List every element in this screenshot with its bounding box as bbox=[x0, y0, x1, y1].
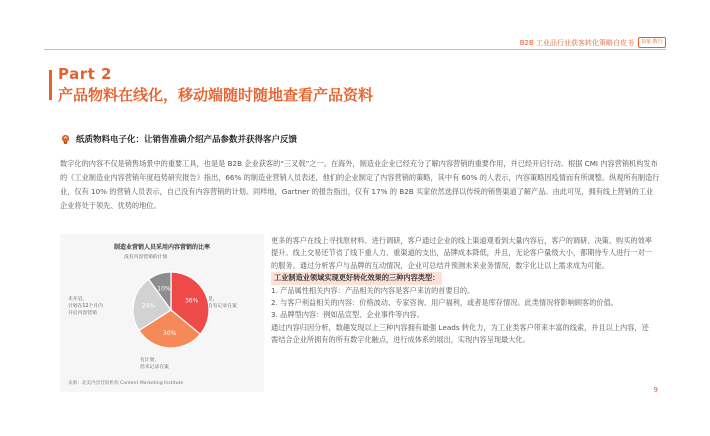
list-item-3: 3. 品牌型内容：例如品宣型、企业事件等内容。 bbox=[271, 310, 424, 320]
note-not-started bbox=[68, 296, 103, 317]
note-yes-line: 自有记录在案 bbox=[208, 304, 237, 309]
section-heading-text: 纸质物料电子化：让销售准确介绍产品参数并获得客户反馈 bbox=[76, 135, 298, 145]
note-planned-line: 但未记录在案 bbox=[140, 365, 169, 370]
right-paragraph-1: 更多的客户在线上寻找原材料、进行调研，客户通过企业的线上渠道观看到大量内容后，客户的调研、决策、购买的效率提升。线上交易还节省了线下重人力、重渠道的支出，品牌成本降低，并且，无论客户量级大小，都期待专人进行一对一的服务。通过分析客户与品牌的互动情况，企业可总结并预测未来业务情况，数字化让以上需求成为可能。 bbox=[271, 236, 652, 270]
slice-value-label: 24% bbox=[141, 302, 156, 310]
intro-paragraph: 数字化的内容不仅是销售场景中的重要工具，也是是 B2B 企业获客的“三叉戟”之一。在海外，制造业企业已经充分了解内容营销的重要作用，并已经开启行动。根据 CMI 内容营销机构发布的《工业制造业内容营销年度趋势研究报告》指出，66% 的制造业营销人员表述，他们的企业制定了内容营销的策略，其中有 60% 的人表示，内容策略因疫情而有所调整。纵观所有制造行业，仅有 10% 的营销人员表示，自己没有内容营销的计划。同样地，Gartner 的报告指出，仅有 17% 的 B2B 买家依然选择以传统的销售渠道了解产品。由此可见，拥有线上营销的工业企业将处于领先、优势的地位。 bbox=[60, 159, 660, 210]
right-paragraph-last: 通过内容归因分析，数趣发现以上三种内容拥有最强 Leads 转化力，为工业类客户带来丰富的线索，并且以上内容，还需结合企业所拥有的所有数字化触点，进行成体系的展出，实现内容呈现最大化。 bbox=[271, 322, 649, 345]
part-label: Part 2 bbox=[58, 65, 112, 83]
note-not-started-line: 计划在12个月内 bbox=[68, 304, 103, 309]
note-yes-line: 是， bbox=[208, 297, 218, 302]
slice-value-label: 36% bbox=[184, 297, 199, 305]
header-title: B2B 工业品行业获客转化策略白皮书 bbox=[519, 38, 634, 47]
chart-source: 来源：北美内容营销机构 Content Marketing Institute bbox=[68, 381, 184, 386]
list-item-1: 1. 产品属性相关内容：产品相关的内容是客户来访的首要目的。 bbox=[271, 285, 475, 295]
right-column bbox=[271, 235, 653, 347]
note-no-plan-line: 没有内容营销的计划 bbox=[124, 255, 168, 260]
note-not-started-line: 开启内容营销 bbox=[68, 311, 97, 316]
note-planned-line: 有计划， bbox=[140, 358, 160, 363]
slice-value-label: 30% bbox=[162, 329, 177, 337]
note-planned bbox=[140, 357, 169, 371]
note-no-plan bbox=[124, 254, 167, 261]
note-yes bbox=[208, 296, 237, 310]
part-title: 产品物料在线化，移动端随时随地查看产品资料 bbox=[58, 86, 374, 104]
accent-bar bbox=[49, 70, 52, 100]
page-number: 9 bbox=[653, 386, 658, 394]
header-logo: 执象·数行 bbox=[638, 37, 666, 48]
header-right bbox=[520, 37, 666, 48]
header-divider bbox=[44, 49, 666, 50]
slice-value-label: 10% bbox=[157, 285, 171, 293]
lightbulb-icon bbox=[60, 134, 71, 145]
pie-chart-card bbox=[60, 234, 264, 392]
chart-title: 制造业营销人员采用内容营销的比率 bbox=[113, 244, 210, 251]
highlight-heading: 工业制造业领域实现更好转化效果的三种内容类型： bbox=[271, 272, 442, 284]
note-not-started-line: 未开启， bbox=[68, 297, 88, 302]
section-heading bbox=[60, 133, 297, 145]
list-item-2: 2. 与客户利益相关的内容：价格波动、专家咨询、用户福利，或者是库存情况。此类情况将影响顾客的价值。 bbox=[271, 298, 618, 308]
